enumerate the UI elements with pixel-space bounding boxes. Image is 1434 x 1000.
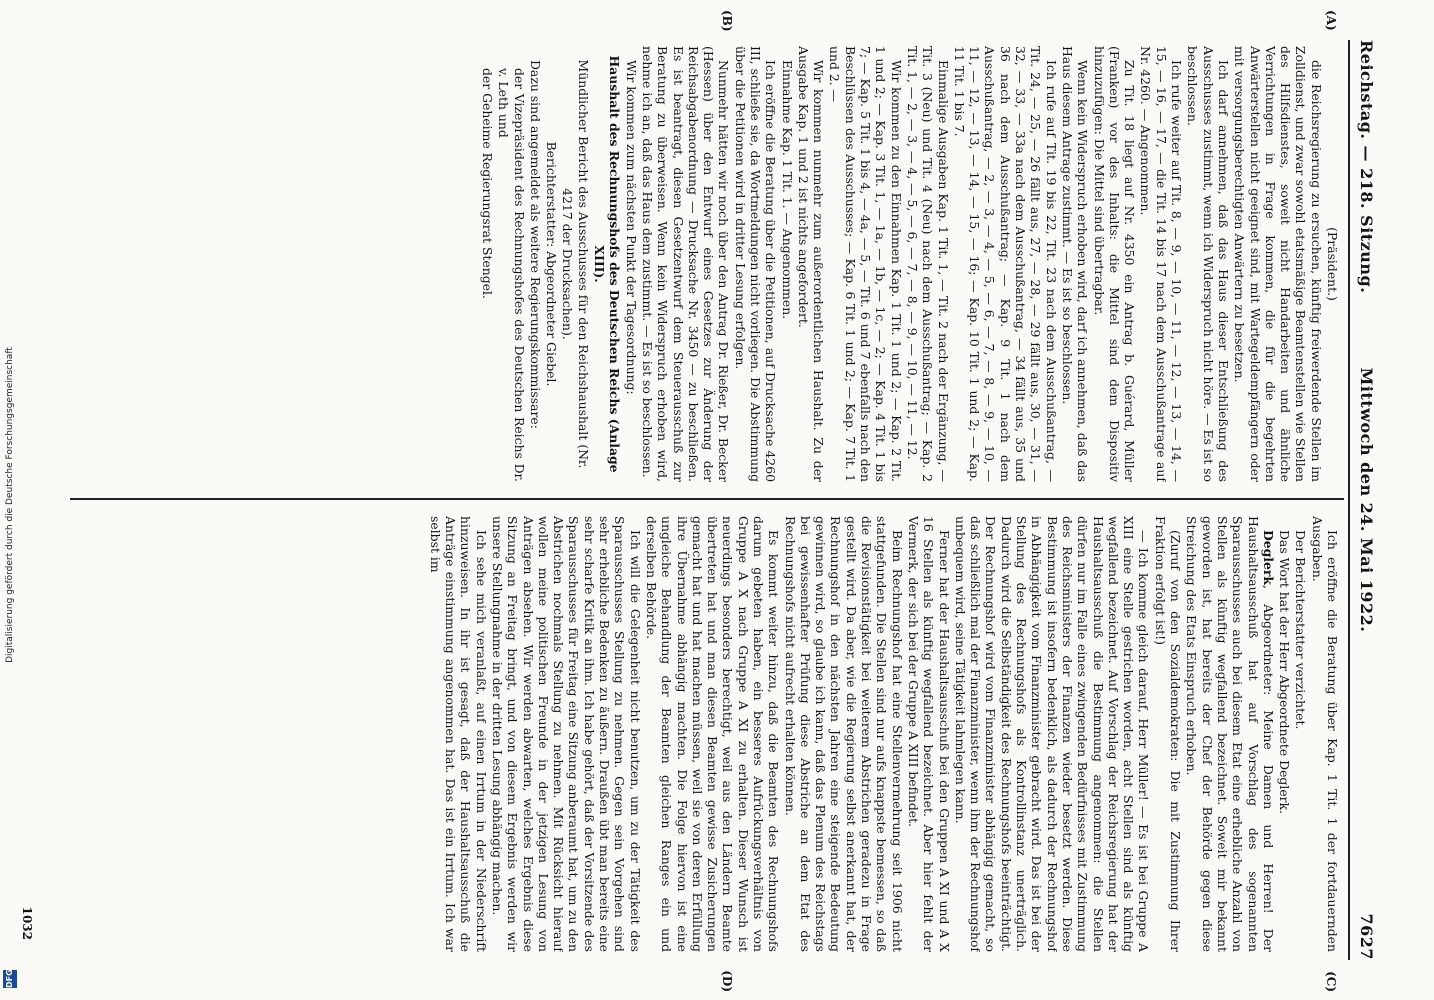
speech-paragraph: — Ich komme gleich darauf, Herr Müller! — Es ist bei Gruppe A XIII eine Stelle gestrichen worden, acht Stellen sind als künftig wegfallend bezeichnet. Auf Vorschlag der Reichsregierung hat der Haushaltsausschuß die Bestimmung angenommen: die Stellen dürfen nur im Falle eines zwingenden Bedürfnisses mit Zustimmung des Reichsministers der Finanzen wieder besetzt werden. Diese Bestimmung ist insofern bedenklich, als dadurch der Rechnungshof in Abhängigkeit vom Finanzminister gebracht wird. Das ist bei der Stellung des Rechnungshofs als Kontrollinstanz unerträglich. Dadurch wird die Selbständigkeit des Rechnungshofs beeinträchtigt. Der Rechnungshof wird vom Finanzminister abhängig gemacht, so daß schließlich mal der Finanzminister, wenn ihm der Rechnungshof unbequem wird, seine Tätigkeit lahmlegen kann. — [952, 516, 1152, 952]
paragraph: Der Berichterstatter verzichtet. — [1293, 530, 1309, 730]
commissioner-line: der Geheime Regierungsrat Stengel. — [479, 68, 495, 299]
paragraph: Das Wort hat der Herr Abgeordnete Deglerk. — [1277, 530, 1293, 815]
speech-paragraph: Beim Rechnungshof hat eine Stellenvermehrung seit 1906 nicht stattgefunden. Die Stellen sind nur aufs knappste bemessen, so daß die Revisionstätigkeit bei weiterem Abstrichen geradezu in Frage gestellt wird. Da aber, wie die Regierung selbst anerkannt hat, der Rechnungshof in den nächsten Jahren eine steigende Bedeutung gewinnen wird, so glaube ich kann, daß das Plenum des Reichstags bei gewissenhafter Prüfung diese Abstriche an dem Etat des Rechnungshofs nicht aufrecht erhalten können. — [782, 516, 905, 952]
left-paragraphs — [623, 46, 1323, 482]
footer-page-number: 1032 — [20, 906, 34, 940]
margin-marker-a: (A) — [1324, 10, 1338, 31]
dfg-logo: DFG — [3, 970, 17, 988]
agenda-item-line: Mündlicher Bericht des Ausschusses für den Reichshaushalt (Nr. 4217 der Drucksachen). — [560, 59, 591, 469]
paragraph: Einnahme Kap. 1 Tit. 1. — Angenommen. — [779, 60, 795, 320]
paragraph: Zu Tit. 18 liegt auf Nr. 4350 ein Antrag b. Guérard, Müller (Franken) vor des Inhalts: die Mittel sind dem Dispositiv hinzuzufügen: Die Mittel sind übertragbar. — [1091, 46, 1138, 482]
paragraph: Ich rufe auf Tit. 19 bis 22, Tit. 23 nach dem Ausschußantrag, — Tit. 24, — 25, — 26 fällt aus, 27, — 28, — 29 fällt aus, 30, — 31, — 32, — 33, — 33a nach dem Ausschußantrag, — 34 fällt aus, 35 und 36 nach dem Ausschußantrag; — Kap. 9 Tit. 1 nach dem Ausschußantrag, — 2, — 3, — 4, — 5, — 6, — 7, — 8, — 9, — 10, — 11, — 12, — 13, — 14, — 15, — 16; — Kap. 10 Tit. 1 und 2; — Kap. 11 Tit. 1 bis 7. — [951, 46, 1059, 482]
speech-paragraph: Deglerk, Abgeordneter: Meine Damen und Herren! Der Haushaltsausschuß hat auf Vorschlag des sogenannten Sparausschusses auch bei diesem Etat eine erhebliche Anzahl von Stellen als künftig wegfallend bezeichnet. Soweit mir bekannt geworden ist, hat bereits der Chef der Behörde gegen diese Streichung des Etats Einspruch erhoben. — [1184, 516, 1276, 952]
speaker-label: (Präsident.) — [1325, 227, 1340, 301]
margin-marker-d: (D) — [720, 970, 734, 992]
column-divider — [70, 498, 1344, 500]
paragraph: Ich eröffne die Beratung über Kap. 1 Tit. 1 der fortdauernden Ausgaben. — [1309, 516, 1340, 952]
paragraph: Nunmehr hätten wir noch über den Antrag Dr. Rießer, Dr. Becker (Hessen) über den Entwurf eines Gesetzes zur Änderung der Reichsabgabenordnung — Drucksache Nr. 3450 — zu beschließen. Es ist beantragt, diesen Gesetzentwurf dem Steuerausschuß zur Beratung zu überweisen. Wenn kein Widerspruch erhoben wird, nehme ich an, daß das Haus dem zustimmt. — Es ist so beschlossen. — [639, 46, 732, 482]
commissioner-list — [480, 46, 527, 482]
speech-paragraph: Ich will die Gelegenheit nicht benutzen, um zu der Tätigkeit des Sparausschusses Stellung zu nehmen. Gegen sein Vorgehen sind sehr erhebliche Bedenken zu äußern. Draußen übt man bereits eine sehr scharfe Kritik an ihm. Ich habe gehört, daß der Vorsitzende des Sparausschusses für Freitag eine Sitzung anberaumt hat, um zu den Abstrichen nochmals Stellung zu nehmen. Mit Rücksicht hierauf wollen meine politischen Freunde in der jetzigen Lesung von Anträgen absehen. Wir werden abwarten, welches Ergebnis diese Sitzung an Freitag bringt, und von diesem Ergebnis werden wir unsere Stellungnahme in der dritten Lesung abhängig machen. — [489, 516, 643, 952]
header-left: Reichstag. — 218. Sitzung. — [1357, 40, 1376, 294]
paragraph: Ich darf annehmen, daß das Haus dieser Entschließung des Ausschusses zustimmt, wenn ich Widerspruch nicht höre. — Es ist so beschlossen. — [1185, 46, 1231, 482]
header-rule — [1348, 40, 1350, 960]
speech-paragraph: (Zuruf von den Sozialdemokraten: Die mit Zustimmung Ihrer Fraktion erfolgt ist!) — [1152, 516, 1184, 952]
speech-paragraph: Es kommt weiter hinzu, daß die Beamten des Rechnungshofs darum gebeten haben, ein besseres Aufrückungsverhältnis von Gruppe A X nach Gruppe A XI zu erhalten. Dieser Wunsch ist neuerdings besonders berechtigt, weil aus den Ländern Beamte übertreten hat und man diesen Beamten gewisse Zusicherungen gemacht hat und hat machen müssen, weil sie von deren Erfüllung ihre Übernahme abhängig machten. Die Folge hiervon ist eine ungleiche Behandlung der Beamten gleichen Ranges ein und derselben Behörde. — [643, 516, 782, 952]
agenda-item-title: Haushalt des Rechnungshofs des Deutschen Reichs (Anlage XIII). — [592, 55, 623, 473]
commissioner-line: der Vizepräsident des Rechnungshofes des Deutschen Reichs Dr. v. Leth und — [496, 68, 527, 482]
paragraph: Wir kommen nunmehr zum außerordentlichen Haushalt. Zu der Ausgabe Kap. 1 und 2 ist nichts angefordert. — [795, 46, 827, 482]
left-column — [60, 46, 1340, 482]
paragraph: Wir kommen zu den Einnahmen Kap. 1 Tit. 1 und 2; — Kap. 2 Tit. 1 und 2; — Kap. 3 Tit. 1, — 1a, — 1b, — 1c, — 2; — Kap. 4 Tit. 1 bis 7; — Kap. 5 Tit. 1 bis 4, — 4a, — 5, — Tit. 6 und 7 ebenfalls nach den Beschlüssen des Ausschusses; — Kap. 6 Tit. 1 und 2; — Kap. 7 Tit. 1 und 2. — — [827, 46, 904, 482]
paragraph: Wir kommen zum nächsten Punkt der Tagesordnung: — [623, 60, 639, 395]
paragraph: Ich rufe weiter auf Tit. 8, — 9, — 10, — 11, — 12, — 13, — 14, — 15, — 16, — 17, — die Tit. 14 bis 17 nach dem Ausschußantrage auf Nr. 4260. — Angenommen. — [1138, 46, 1185, 482]
paragraph: Einmalige Ausgaben Kap. 1 Tit. 1, — Tit. 2 nach der Ergänzung, — Tit. 3 (Neu) und Tit. 4 (Neu) nach dem Ausschußantrag; — Kap. 2 Tit. 1, — 2, — 3, — 4, — 5, — 6, — 7, — 8, — 9, — 10, — 11, — 12. — [904, 46, 951, 482]
digitization-credit: Digitalisierung gefördert durch die Deutsche Forschungsgemeinschaft — [5, 347, 15, 663]
page-header — [1354, 40, 1376, 960]
paragraph: die Reichsregierung zu ersuchen, künftig freiwerdende Stellen im Zolldienst, und zwar sowohl etatsmäßige Beamtenstellen wie Stellen des Hilfsdienstes, soweit nicht Handarbeiten und ähnliche Verrichtungen in Frage kommen, die für die begehrten Anwärterstellen nicht geeignet sind, mit Wartegeldempfängern oder mit versorgungsberechtigten Anwärtern zu besetzen. — [1232, 46, 1324, 482]
paragraph: Wenn kein Widerspruch erhoben wird, darf ich annehmen, daß das Haus diesem Antrage zustimmt. — Es ist so beschlossen. — [1059, 46, 1091, 482]
right-paragraphs — [1277, 516, 1340, 952]
right-column — [60, 516, 1340, 952]
agenda-item-line: Berichterstatter: Abgeordneter Giebel. — [544, 141, 560, 387]
margin-marker-b: (B) — [720, 10, 734, 32]
agenda-item-lines — [544, 46, 591, 482]
speech-paragraph: Ich sehe mich veranlaßt, auf einen Irrtum in der Niederschrift hinzuweisen. In ihr ist gesagt, daß der Haushaltsausschuß die Anträge einstimmung angenommen hat. Das ist ein Irrtum. Ich war selbst im — [427, 516, 489, 952]
speech-paragraph: Ferner hat der Haushaltsausschuß bei den Gruppen A XI und A X 16 Stellen als künftig wegfallend bezeichnet. Aber hier fehlt der Vermerk, der sich bei der Gruppe A XIII befindet. — [905, 516, 952, 952]
paragraph: Ich eröffne die Beratung über die Petitionen, auf Drucksache 4260 III, schließe sie, da Wortmeldungen nicht vorliegen. Die Abstimmung über die Petitionen wird in dritter Lesung erfolgen. — [732, 46, 779, 482]
margin-marker-c: (C) — [1324, 971, 1338, 992]
header-center: Mittwoch den 24. Mai 1922. — [1357, 367, 1376, 633]
speaker-name: Deglerk — [1260, 530, 1276, 585]
header-page-number: 7627 — [1357, 913, 1376, 960]
closing-paragraph: Dazu sind angemeldet als weitere Regierungskommissare: — [527, 60, 543, 429]
speech-paragraphs — [427, 516, 1275, 952]
